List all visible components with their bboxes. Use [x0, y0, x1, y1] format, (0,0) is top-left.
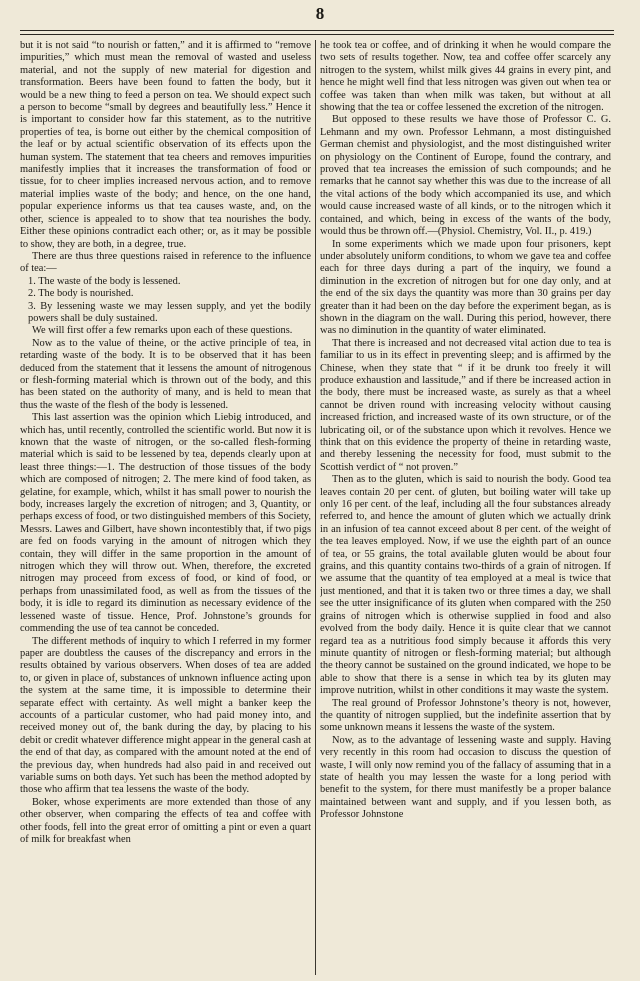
paragraph: This last assertion was the opinion which Liebig introduced, and which has, until recently, controlled the scientific world. But now it is known that the waste of nitrogen, or the so-called flesh-forming material which is said to be lessened by tea, depends clearly upon at least three things:—1. The destruction of those tissues of the body which are composed of nitrogen; 2. The mere kind of food taken, as gelatine, for example, which, whilst it has small power to nourish the body, increases largely the excretion of nitrogen; and 3, Quantity, or perhaps excess of food, or two distinguished members of this Society, Messrs. Lawes and Gilbert, have shown incontestibly that, if two pigs are fed on foods varying in the amount of nitrogen which they contain, they will differ in the same proportion in the amount of nitrogen which they will throw out. When, therefore, the excreted nitrogen may proceed from excess of food, or kind of food, or perhaps from unassimilated food, as well as from the tissues of the body, it is idle to regard its diminution as necessary evidence of the lessened waste of tissue. Hence, Prof. Johnstone’s grounds for commending the use of tea cannot be conceded.	[20, 412, 311, 635]
paragraph: but it is not said “to nourish or fatten,” and it is affirmed to “remove impurities,” which must mean the removal of wasted and useless material, and not the supply of new material for digestion and transformation. Beers have been found to fatten the body, but it would be a new thing to feed a person on tea. We should expect such a person to become “small by degrees and beautifully less.” Hence it is important to consider how far this statement, as to the nutritive properties of tea, is borne out either by the chemical composition of the leaf or by actual scientific observation of its effects upon the human system. The statement that tea cheers and removes impurities manifestly implies that it increases the transformation of food or tissue, for to cheer implies increased nervous action, and to remove material implies waste of the body; and hence, on the one hand, popular experience informs us that tea causes waste, and, on the other, science is appealed to to show that tea nourishes the body. Either these opinions contradict each other; or, as it may be possible to show, they are both, in a degree, true.	[20, 40, 311, 250]
paragraph: But opposed to these results we have those of Professor C. G. Lehmann and my own. Professor Lehmann, a most distinguished German chemist and physiologist, and the most distinguished writer on physiology on the Continent of Europe, found the contrary, and proved that tea increases the emission of such compounds; and he remarks that he cannot say whether this was due to the increase of all the vital actions of the body which accompanied its use, and which would cause increased waste of all kinds, or to the nitrogen which it contained, and which, being in excess of the wants of the body, would thus be thrown off.—(Physiol. Chemistry, Vol. II., p. 419.)	[320, 114, 611, 238]
paragraph: In some experiments which we made upon four prisoners, kept under absolutely uniform conditions, to whom we gave tea and coffee each for three days during a part of the inquiry, we found a diminution in the excretion of nitrogen but for one day only, and at the end of the six days the quantity was more than 30 grains per day greater than it had been on the day before the experiment began, as is shown in the diagram on the wall. During this period, however, there was no diminution in the quantity of water eliminated.	[320, 238, 611, 337]
paragraph: 3. By lessening waste we may lessen supply, and yet the bodily powers shall be duly sustained.	[28, 300, 311, 324]
left-column	[20, 40, 311, 975]
text-columns	[20, 40, 614, 975]
paragraph: Then as to the gluten, which is said to nourish the body. Good tea leaves contain 20 per cent. of gluten, but boiling water will take up only 16 per cent. of the leaf, including all the four substances already referred to, and hence the amount of gluten which we actually drink in an infusion of tea cannot exceed about 8 per cent. of the weight of the tea leaves employed. Now, if we use the eighth part of an ounce of tea, or 55 grains, the total available gluten would be about four grains, and this quantity contains two-thirds of a grain of nitrogen. If we assume that the quantity of tea employed at a meal is twice that just mentioned, and that it is taken two or three times a day, we shall see the utter insignificance of its gluten when compared with the 250 grains of nitrogen which is otherwise supplied in food and also evolved from the body daily. Hence it is quite clear that we cannot regard tea as a nutritious food simply because it affords this very minute quantity of nitrogen or flesh-forming material; but although the theory cannot be sustained on the ground indicated, we hope to be able to show that there is a sense in which tea by its gluten may improve nutrition, whilst in other conditions it may waste the system.	[320, 474, 611, 697]
paragraph: The real ground of Professor Johnstone’s theory is not, however, the quantity of nitrogen supplied, but the indefinite assertion that by some unknown means it lessens the waste of the system.	[320, 697, 611, 734]
header-rule	[20, 30, 614, 31]
paragraph: he took tea or coffee, and of drinking it when he would compare the two sets of results together. Now, tea and coffee offer scarcely any nitrogen to the system, whilst milk gives 44 grains in every pint, and hence he might well find that less nitrogen was given out when tea or coffee was taken than when milk was taken, but without at all showing that the tea or coffee lessened the excretion of the nitrogen.	[320, 40, 611, 114]
right-column	[320, 40, 611, 975]
paragraph: That there is increased and not decreased vital action due to tea is familiar to us in its effect in preventing sleep; and is affirmed by the Chinese, when they state that “ if it be drunk too freely it will produce exhaustion and lassitude,” and if there be increased action in the body, there must be increased waste, as surely as that a wheel cannot be driven round with increasing velocity without causing increased friction, and increased waste of its own structure, or of the lubricating oil, or of the substance upon which it revolves. Hence we think that on this evidence the property of theine in retarding waste, and thereby lessening the necessity for food, must submit to the Scottish verdict of “ not proven.”	[320, 337, 611, 473]
paragraph: We will first offer a few remarks upon each of these questions.	[32, 325, 293, 337]
paragraph: 2. The body is nourished.	[28, 288, 134, 300]
header-rule-thin	[20, 34, 614, 35]
page-number: 8	[315, 4, 325, 23]
paragraph: There are thus three questions raised in reference to the influence of tea:—	[20, 250, 311, 275]
paragraph: The different methods of inquiry to which I referred in my former paper are doubtless the causes of the discrepancy and errors in the results obtained by various observers. When doses of tea are added to, or given in place of, substances of unknown influence acting upon the system at the same time, it is impossible to determine their separate effect with certainty. As well might a banker keep the accounts of a particular customer, who had paid money into, and received money out of, the bank during the day, by placing to his debit or credit whatever difference might appear in the general cash at the end of that day, as compared with the amount noted at the end of the previous day, when hundreds had also paid in and received out variable sums on both days. Yet such has been the method adopted by those who affirm that tea lessens the waste of the body.	[20, 635, 311, 796]
paragraph: Boker, whose experiments are more extended than those of any other observer, when comparing the effects of tea and coffee with other foods, fell into the great error of omitting a pint or even a quart of milk for breakfast when	[20, 796, 311, 845]
paragraph: Now, as to the advantage of lessening waste and supply. Having very recently in this room had occasion to discuss the question of waste, I will only now remind you of the fallacy of assuming that in a state of health you may lessen the waste for a long period with benefit to the system, for there must manifestly be a proper balance maintained between want and supply, and if you lessen both, as Professor Johnstone	[320, 734, 611, 821]
column-divider	[315, 40, 316, 975]
paragraph: Now as to the value of theine, or the active principle of tea, in retarding waste of the body. It is to be observed that it has been deduced from the statement that it lessens the amount of nitrogenous or flesh-forming material which is thrown out of the body, and this has been stated on the authority of many, and is held to mean that thus the waste of the flesh of the body is lessened.	[20, 337, 311, 411]
paragraph: 1. The waste of the body is lessened.	[28, 275, 181, 287]
